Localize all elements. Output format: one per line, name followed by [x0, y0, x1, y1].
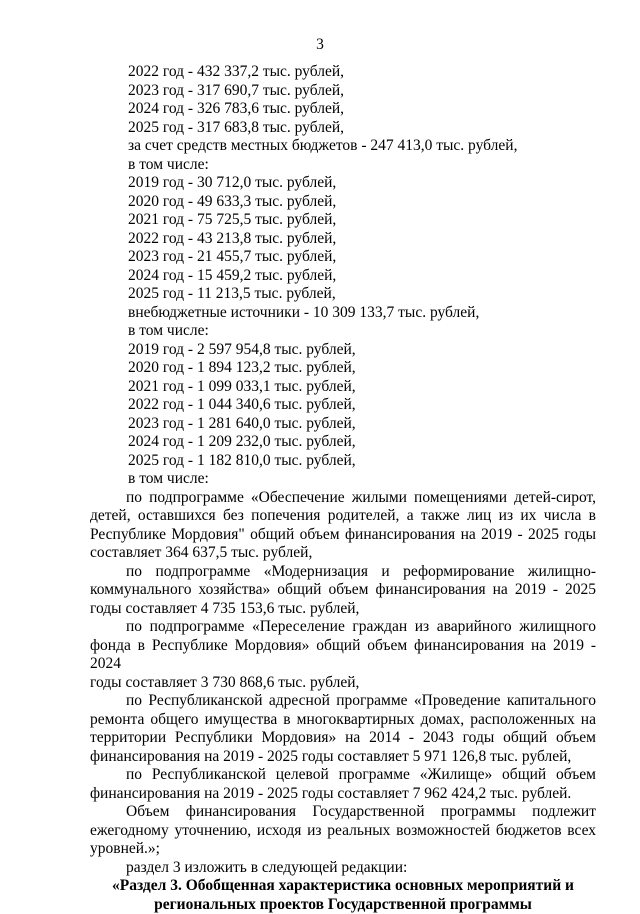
text-line: 2025 год - 11 213,5 тыс. рублей, — [90, 285, 596, 304]
section-heading-line: региональных проектов Государственной программы — [90, 896, 596, 914]
text-line: 2024 год - 15 459,2 тыс. рублей, — [90, 267, 596, 286]
text-line: Республике Мордовия" общий объем финансирования на 2019 - 2025 годы — [90, 526, 596, 545]
text-line: Объем финансирования Государственной программы подлежит — [90, 803, 596, 822]
text-line: составляет 364 637,5 тыс. рублей, — [90, 544, 596, 563]
text-line: 2021 год - 75 725,5 тыс. рублей, — [90, 211, 596, 230]
text-line: по подпрограмме «Обеспечение жилыми помещениями детей-сирот, — [90, 489, 596, 508]
text-line: в том числе: — [90, 322, 596, 341]
text-line: по Республиканской целевой программе «Жилище» общий объем — [90, 766, 596, 785]
document-body — [90, 63, 596, 914]
text-line: 2022 год - 1 044 340,6 тыс. рублей, — [90, 396, 596, 415]
text-line: годы составляет 3 730 868,6 тыс. рублей, — [90, 674, 596, 693]
text-line: в том числе: — [90, 470, 596, 489]
text-line: годы составляет 4 735 153,6 тыс. рублей, — [90, 600, 596, 619]
text-line: в том числе: — [90, 156, 596, 175]
text-line: 2021 год - 1 099 033,1 тыс. рублей, — [90, 378, 596, 397]
text-line: 2023 год - 317 690,7 тыс. рублей, — [90, 82, 596, 101]
text-line: по Республиканской адресной программе «Проведение капитального — [90, 692, 596, 711]
text-line: 2024 год - 1 209 232,0 тыс. рублей, — [90, 433, 596, 452]
text-line: уровней.»; — [90, 840, 596, 859]
text-line: по подпрограмме «Модернизация и реформирование жилищно- — [90, 563, 596, 582]
text-line: раздел 3 изложить в следующей редакции: — [90, 859, 596, 878]
text-line: 2023 год - 1 281 640,0 тыс. рублей, — [90, 415, 596, 434]
text-line: ремонта общего имущества в многоквартирных домах, расположенных на — [90, 711, 596, 730]
text-line: по подпрограмме «Переселение граждан из аварийного жилищного — [90, 618, 596, 637]
text-line: 2024 год - 326 783,6 тыс. рублей, — [90, 100, 596, 119]
text-line: коммунального хозяйства» общий объем финансирования на 2019 - 2025 — [90, 581, 596, 600]
text-line: внебюджетные источники - 10 309 133,7 тыс. рублей, — [90, 304, 596, 323]
text-line: 2019 год - 30 712,0 тыс. рублей, — [90, 174, 596, 193]
text-line: 2022 год - 43 213,8 тыс. рублей, — [90, 230, 596, 249]
text-line: 2020 год - 1 894 123,2 тыс. рублей, — [90, 359, 596, 378]
text-line: финансирования на 2019 - 2025 годы составляет 5 971 126,8 тыс. рублей, — [90, 748, 596, 767]
text-line: ежегодному уточнению, исходя из реальных возможностей бюджетов всех — [90, 822, 596, 841]
text-line: 2020 год - 49 633,3 тыс. рублей, — [90, 193, 596, 212]
text-line: 2022 год - 432 337,2 тыс. рублей, — [90, 63, 596, 82]
text-line: 2019 год - 2 597 954,8 тыс. рублей, — [90, 341, 596, 360]
text-line: фонда в Республике Мордовия» общий объем финансирования на 2019 - 2024 — [90, 637, 596, 674]
text-line: 2025 год - 1 182 810,0 тыс. рублей, — [90, 452, 596, 471]
text-line: 2023 год - 21 455,7 тыс. рублей, — [90, 248, 596, 267]
text-line: детей, оставшихся без попечения родителей, а также лиц из их числа в — [90, 507, 596, 526]
text-line: 2025 год - 317 683,8 тыс. рублей, — [90, 119, 596, 138]
text-line: территории Республики Мордовия» на 2014 - 2043 годы общий объем — [90, 729, 596, 748]
text-line: за счет средств местных бюджетов - 247 413,0 тыс. рублей, — [90, 137, 596, 156]
page-number: 3 — [0, 36, 640, 55]
text-line: финансирования на 2019 - 2025 годы составляет 7 962 424,2 тыс. рублей. — [90, 785, 596, 804]
section-heading-line: «Раздел 3. Обобщенная характеристика основных мероприятий и — [90, 877, 596, 896]
